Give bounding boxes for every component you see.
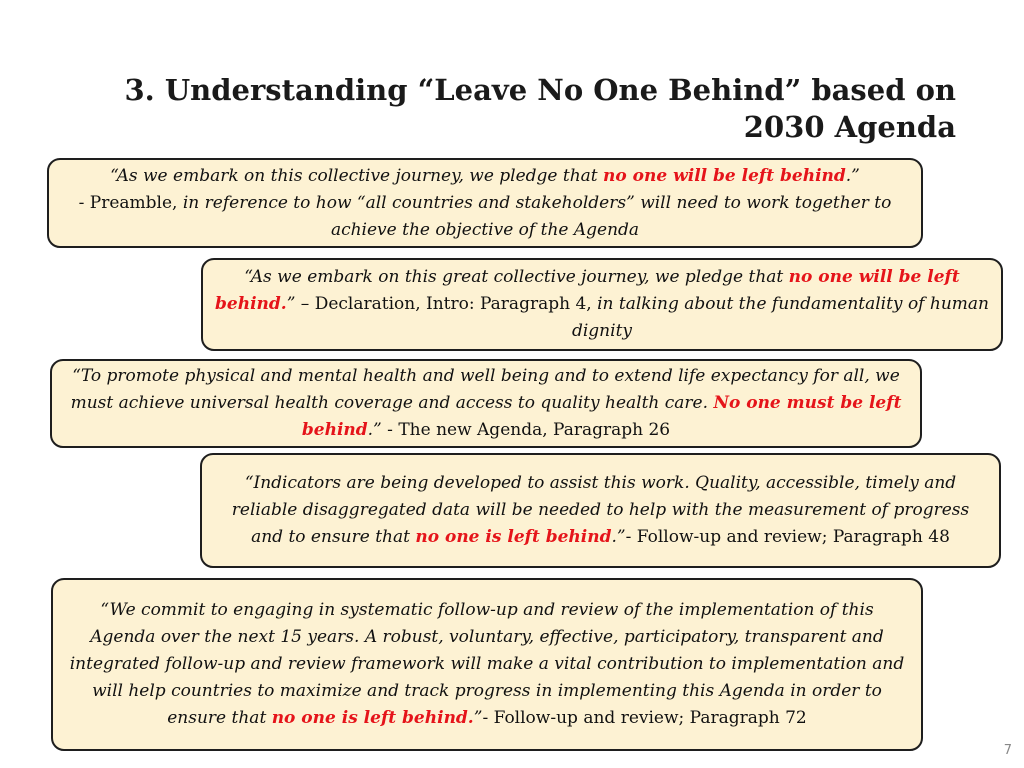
quote-end: .” — [845, 165, 860, 186]
quote-text — [69, 597, 905, 732]
quote-box-paragraph-48 — [200, 453, 1001, 568]
quote-note: in reference to how “all countries and stakeholders” will need to work together to achieve the objective of the Agenda — [182, 192, 892, 240]
quote-body: “Indicators are being developed to assist this work. Quality, accessible, timely and reliable disaggregated data will be needed to help with the measurement of progress and to ensure that — [231, 473, 970, 547]
highlight-phrase: no one is left behind. — [271, 708, 474, 728]
page-title — [120, 72, 956, 146]
quote-source: - Follow-up and review; Paragraph 48 — [625, 527, 950, 547]
quote-note: in talking about the fundamentality of human dignity — [571, 294, 989, 341]
quote-text — [61, 163, 909, 244]
quote-text — [66, 363, 906, 444]
highlight-phrase: No one must be left behind — [301, 393, 902, 440]
quote-box-paragraph-72 — [51, 578, 923, 751]
quote-body: “As we embark on this collective journey, we pledge that — [110, 165, 604, 186]
title-line-1: 3. Understanding “Leave No One Behind” based on — [124, 73, 956, 107]
quote-text — [215, 264, 989, 345]
quote-source: - Follow-up and review; Paragraph 72 — [482, 708, 807, 728]
page-number: 7 — [1003, 743, 1012, 758]
quote-source: - Preamble, — [78, 192, 183, 213]
quote-body: “We commit to engaging in systematic follow-up and review of the implementation of this Agenda over the next 15 years. A robust, voluntary, effective, participatory, transparent and integrated follow-up and review framework will make a vital contribution to implementation and will help countries to maximize and track progress in implementing this Agenda in order to ensure that — [69, 600, 905, 728]
quote-end: ” — [286, 294, 296, 314]
quote-text — [214, 470, 987, 551]
quote-body: “As we embark on this great collective journey, we pledge that — [244, 267, 789, 287]
quote-end: .” — [367, 420, 382, 440]
title-line-2: 2030 Agenda — [743, 110, 956, 144]
quote-source: – Declaration, Intro: Paragraph 4, — [295, 294, 598, 314]
quote-box-paragraph-26 — [50, 359, 922, 448]
quote-end: .” — [611, 527, 626, 547]
quote-source: - The new Agenda, Paragraph 26 — [381, 420, 671, 440]
quote-body: “To promote physical and mental health and well being and to extend life expectancy for all, we must achieve universal health coverage and access to quality health care. — [70, 366, 900, 413]
highlight-phrase: no one is left behind — [415, 527, 612, 547]
quote-box-declaration — [201, 258, 1003, 351]
quote-end: ” — [473, 708, 483, 728]
highlight-phrase: no one will be left behind — [603, 165, 846, 186]
quote-box-preamble — [47, 158, 923, 248]
highlight-phrase: no one will be left behind. — [215, 267, 960, 314]
